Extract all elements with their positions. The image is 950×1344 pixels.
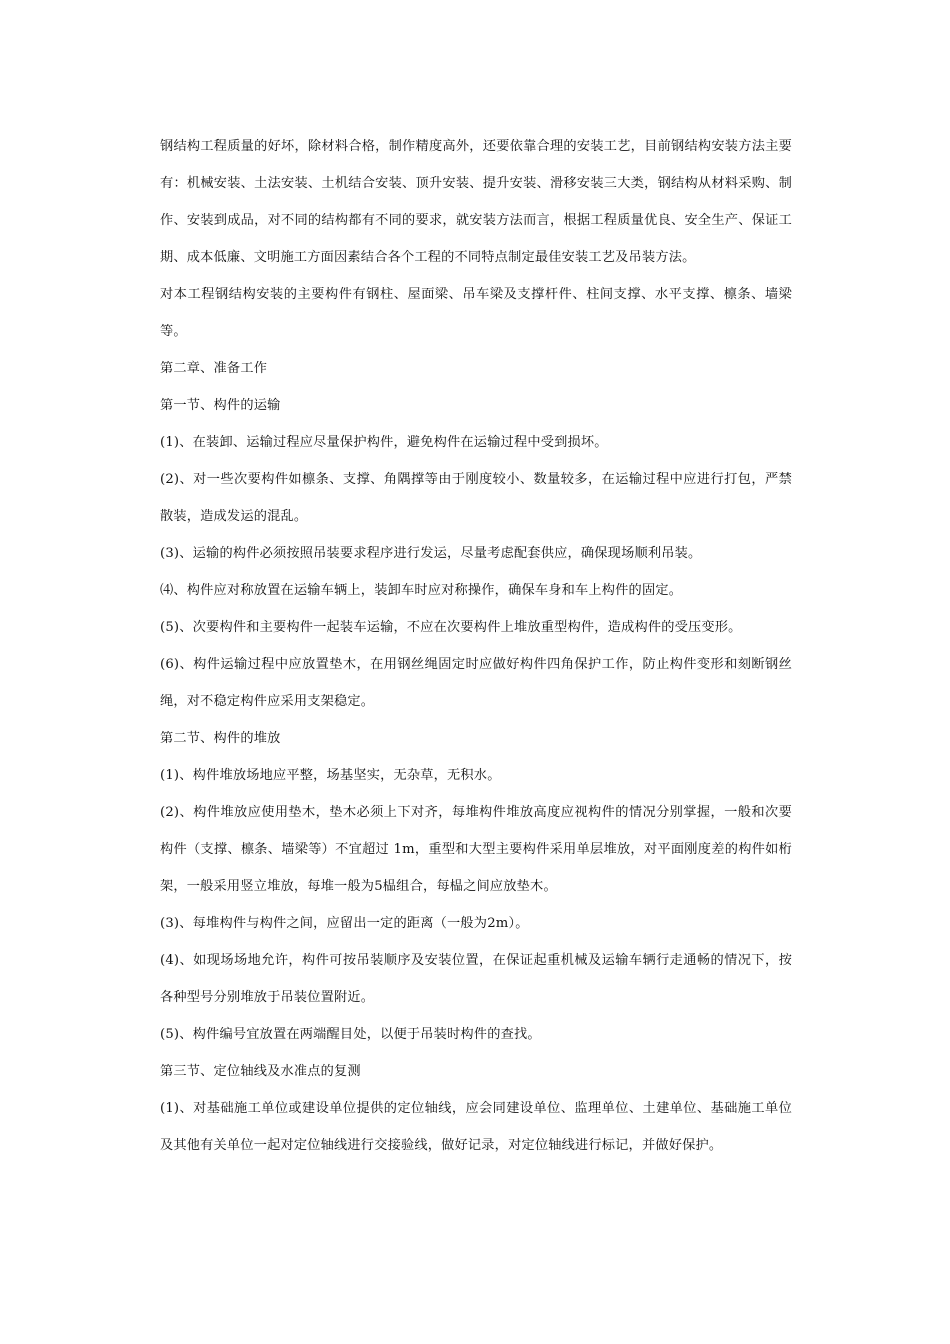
- list-item-transport-1: (1)、在装卸、运输过程应尽量保护构件，避免构件在运输过程中受到损坏。: [160, 435, 608, 450]
- section-heading-transport: 第一节、构件的运输: [160, 398, 281, 413]
- list-item-transport-6: (6)、构件运输过程中应放置垫木，在用钢丝绳固定时应做好构件四角保护工作，防止构件变形和刻断钢丝绳，对不稳定构件应采用支架稳定。: [160, 657, 792, 709]
- list-item-storage-1: (1)、构件堆放场地应平整，场基坚实，无杂草，无积水。: [160, 768, 501, 783]
- document-page: [160, 128, 792, 1164]
- list-item-transport-2: (2)、对一些次要构件如檩条、支撑、角隅撑等由于刚度较小、数量较多，在运输过程中应进行打包，严禁散装，造成发运的混乱。: [160, 472, 792, 524]
- list-item-survey-1: (1)、对基础施工单位或建设单位提供的定位轴线，应会同建设单位、监理单位、土建单位、基础施工单位及其他有关单位一起对定位轴线进行交接验线，做好记录，对定位轴线进行标记，并做好保护。: [160, 1101, 792, 1153]
- list-item-storage-4: (4)、如现场场地允许，构件可按吊装顺序及安装位置，在保证起重机械及运输车辆行走通畅的情况下，按各种型号分别堆放于吊装位置附近。: [160, 953, 792, 1005]
- paragraph-intro: 钢结构工程质量的好坏，除材料合格，制作精度高外，还要依靠合理的安装工艺，目前钢结构安装方法主要有：机械安装、土法安装、土机结合安装、顶升安装、提升安装、滑移安装三大类，钢结构从材料采购、制作、安装到成品，对不同的结构都有不同的要求，就安装方法而言，根据工程质量优良、安全生产、保证工期、成本低廉、文明施工方面因素结合各个工程的不同特点制定最佳安装工艺及吊装方法。: [160, 139, 792, 265]
- list-item-storage-3: (3)、每堆构件与构件之间，应留出一定的距离（一般为2m）。: [160, 916, 529, 931]
- list-item-storage-2: (2)、构件堆放应使用垫木，垫木必须上下对齐，每堆构件堆放高度应视构件的情况分别掌握，一般和次要构件（支撑、檩条、墙梁等）不宜超过 1m，重型和大型主要构件采用单层堆放，对平面刚度差的构件如桁架，一般采用竖立堆放，每堆一般为5榀组合，每榀之间应放垫木。: [160, 805, 792, 894]
- list-item-transport-5: (5)、次要构件和主要构件一起装车运输，不应在次要构件上堆放重型构件，造成构件的受压变形。: [160, 620, 742, 635]
- section-heading-survey: 第三节、定位轴线及水准点的复测: [160, 1064, 361, 1079]
- list-item-transport-3: (3)、运输的构件必须按照吊装要求程序进行发运，尽量考虑配套供应，确保现场顺利吊装。: [160, 546, 702, 561]
- list-item-transport-4: ⑷、构件应对称放置在运输车辆上，装卸车时应对称操作，确保车身和车上构件的固定。: [160, 583, 683, 598]
- chapter-heading: 第二章、准备工作: [160, 361, 268, 376]
- section-heading-storage: 第二节、构件的堆放: [160, 731, 281, 746]
- list-item-storage-5: (5)、构件编号宜放置在两端醒目处，以便于吊装时构件的查找。: [160, 1027, 541, 1042]
- paragraph-main-components: 对本工程钢结构安装的主要构件有钢柱、屋面梁、吊车梁及支撑杆件、柱间支撑、水平支撑、檩条、墙梁等。: [160, 287, 792, 339]
